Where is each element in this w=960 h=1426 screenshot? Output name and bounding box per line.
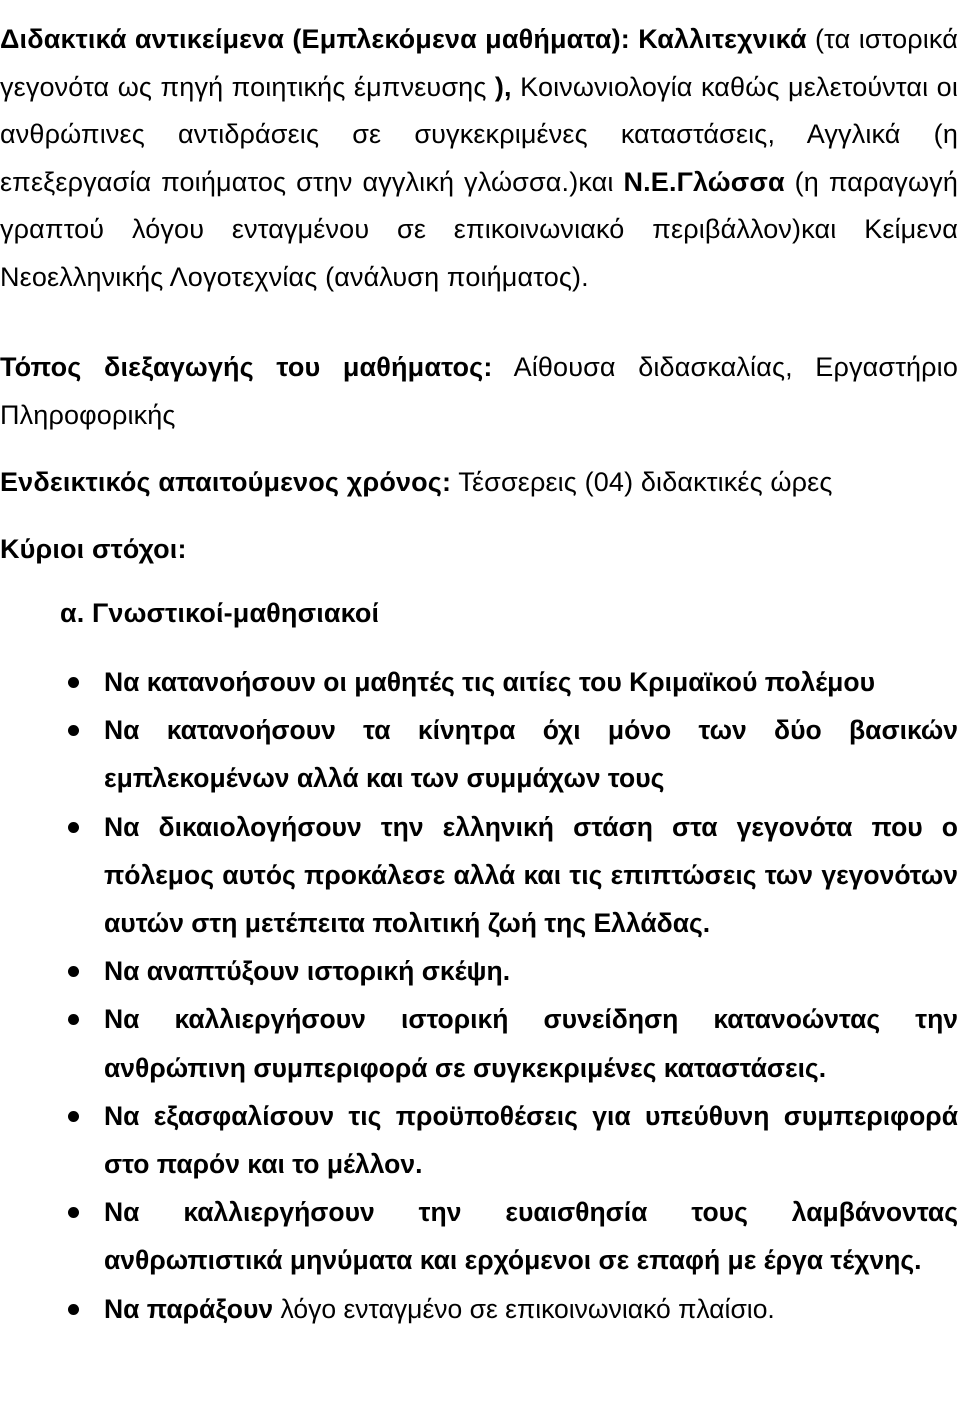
bullet-icon xyxy=(68,725,79,736)
intro-close-paren: ), xyxy=(494,71,512,102)
goal-item: Να εξασφαλίσουν τις προϋποθέσεις για υπεύθυνη συμπεριφορά στο παρόν και το μέλλον. xyxy=(0,1092,958,1188)
goal-item: Να παράξουν λόγο ενταγμένο σε επικοινωνιακό πλαίσιο. xyxy=(0,1285,958,1333)
location-value: Αίθουσα διδασκαλίας, Εργαστήριο Πληροφορικής xyxy=(0,352,959,430)
bullet-icon xyxy=(68,1304,79,1315)
time-paragraph xyxy=(0,459,958,507)
intro-text-1: (τα ιστορικά γεγονότα ως πηγή ποιητικής έμπνευσης xyxy=(0,24,958,102)
goals-heading: Κύριοι στόχοι: xyxy=(0,534,187,564)
intro-paragraph xyxy=(0,16,958,301)
goal-item: Να καλλιεργήσουν ιστορική συνείδηση κατανοώντας την ανθρώπινη συμπεριφορά σε συγκεκριμένες καταστάσεις. xyxy=(0,995,958,1091)
intro-text-3: (η παραγωγή γραπτού λόγου ενταγμένου σε επικοινωνιακό περιβάλλον)και Κείμενα Νεοελληνικής Λογοτεχνίας (ανάλυση ποιήματος). xyxy=(0,166,958,292)
location-paragraph xyxy=(0,344,958,439)
bullet-icon xyxy=(68,966,79,977)
goal-item: Να καλλιεργήσουν την ευαισθησία τους λαμβάνοντας ανθρωπιστικά μηνύματα και ερχόμενοι σε επαφή με έργα τέχνης. xyxy=(0,1188,958,1284)
goal-item: Να δικαιολογήσουν την ελληνική στάση στα γεγονότα που ο πόλεμος αυτός προκάλεσε αλλά και τις επιπτώσεις των γεγονότων αυτών στη μετέπειτα πολιτική ζωή της Ελλάδας. xyxy=(0,803,958,948)
goal-item: Να κατανοήσουν οι μαθητές τις αιτίες του Κριμαϊκού πολέμου xyxy=(0,658,958,706)
goals-list xyxy=(0,658,958,1333)
bullet-icon xyxy=(68,1014,79,1025)
bullet-icon xyxy=(68,677,79,688)
language-subject-label: Ν.Ε.Γλώσσα xyxy=(623,166,785,197)
goal-item: Να αναπτύξουν ιστορική σκέψη. xyxy=(0,947,958,995)
time-value: Τέσσερεις (04) διδακτικές ώρες xyxy=(451,467,833,497)
goal-item: Να κατανοήσουν τα κίνητρα όχι μόνο των δύο βασικών εμπλεκομένων αλλά και των συμμάχων τους xyxy=(0,706,958,802)
subjects-label: Διδακτικά αντικείμενα (Εμπλεκόμενα μαθήματα): Καλλιτεχνικά xyxy=(0,24,807,54)
bullet-icon xyxy=(68,1207,79,1218)
bullet-icon xyxy=(68,822,79,833)
bullet-icon xyxy=(68,1111,79,1122)
time-label: Ενδεικτικός απαιτούμενος χρόνος: xyxy=(0,467,452,497)
intro-text-2: Κοινωνιολογία καθώς μελετούνται οι ανθρώπινες αντιδράσεις σε συγκεκριμένες καταστάσεις, Αγγλικά (η επεξεργασία ποιήματος στην αγγλική γλώσσα.)και xyxy=(0,71,958,197)
goals-subheading: α. Γνωστικοί-μαθησιακοί xyxy=(60,598,380,628)
location-label: Τόπος διεξαγωγής του μαθήματος: xyxy=(0,352,493,382)
